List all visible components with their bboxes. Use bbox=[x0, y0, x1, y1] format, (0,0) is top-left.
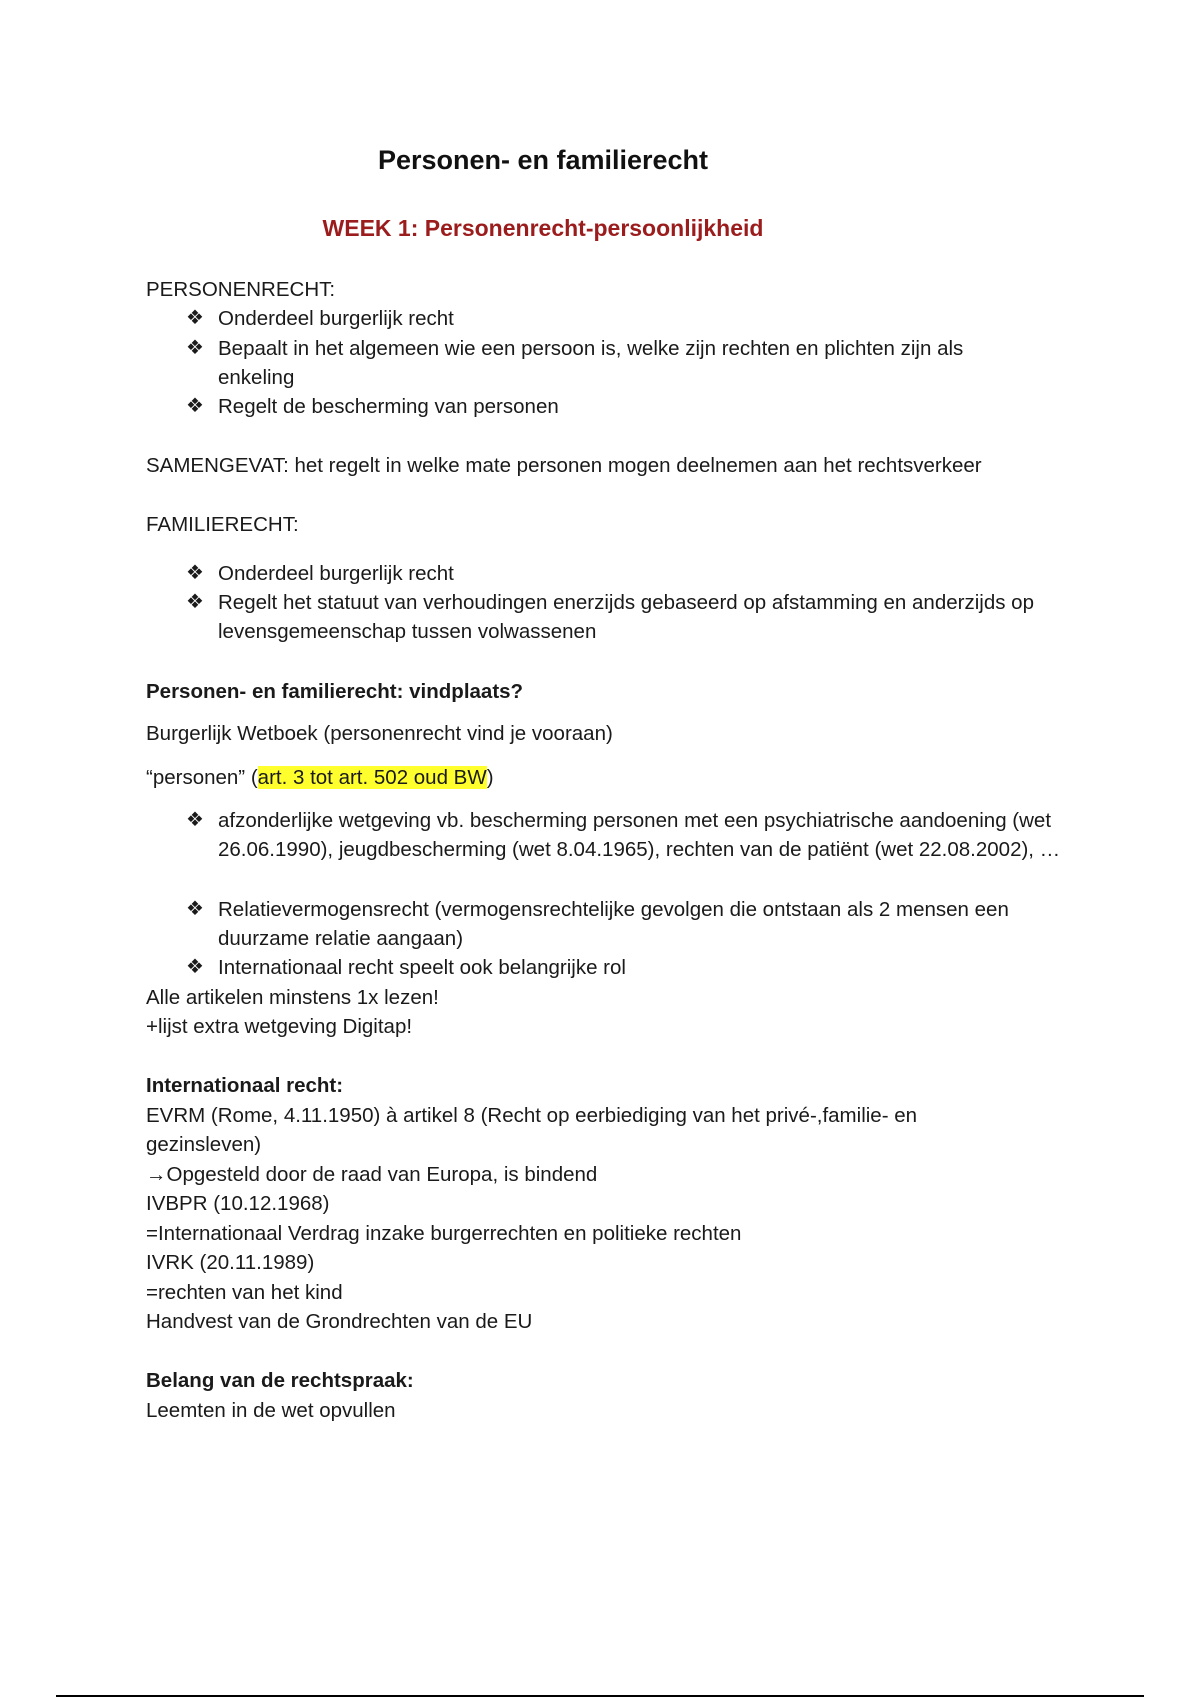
vindplaats-heading: Personen- en familierecht: vindplaats? bbox=[146, 680, 524, 703]
vindplaats-note: +lijst extra wetgeving Digitap! bbox=[146, 1015, 413, 1038]
list-item: Bepaalt in het algemeen wie een persoon is, welke zijn rechten en plichten zijn als enkeling bbox=[218, 337, 964, 389]
list-item: Onderdeel burgerlijk recht bbox=[218, 307, 454, 330]
week-heading: WEEK 1: Personenrecht-persoonlijkheid bbox=[322, 215, 764, 241]
internationaal-line: =rechten van het kind bbox=[146, 1281, 343, 1304]
vindplaats-line: Burgerlijk Wetboek (personenrecht vind je vooraan) bbox=[146, 722, 613, 745]
list-item: Regelt de bescherming van personen bbox=[218, 395, 559, 418]
list-item: Regelt het statuut van verhoudingen enerzijds gebaseerd op afstamming en anderzijds op levensgemeenschap tussen volwassenen bbox=[218, 591, 1034, 643]
diamond-bullet-icon: ❖ bbox=[186, 591, 204, 613]
list-item: Internationaal recht speelt ook belangrijke rol bbox=[218, 956, 626, 979]
internationaal-heading: Internationaal recht: bbox=[146, 1074, 344, 1097]
vindplaats-personen-line bbox=[146, 763, 494, 792]
rechtspraak-line: Leemten in de wet opvullen bbox=[146, 1399, 396, 1422]
internationaal-line: Handvest van de Grondrechten van de EU bbox=[146, 1310, 533, 1333]
internationaal-line: gezinsleven) bbox=[146, 1133, 262, 1156]
list-item: afzonderlijke wetgeving vb. bescherming personen met een psychiatrische aandoening (wet 26.06.1990), jeugdbescherming (wet 8.04.1965), rechten van de patiënt (wet 22.08.2002), … bbox=[218, 809, 1061, 861]
diamond-bullet-icon: ❖ bbox=[186, 809, 204, 831]
page-bottom-rule bbox=[56, 1695, 1144, 1697]
document-title: Personen- en familierecht bbox=[377, 145, 709, 175]
internationaal-line: EVRM (Rome, 4.11.1950) à artikel 8 (Recht op eerbiediging van het privé-,familie- en bbox=[146, 1104, 918, 1127]
rechtspraak-heading: Belang van de rechtspraak: bbox=[146, 1369, 414, 1392]
familierecht-heading: FAMILIERECHT: bbox=[146, 513, 299, 536]
diamond-bullet-icon: ❖ bbox=[186, 562, 204, 584]
diamond-bullet-icon: ❖ bbox=[186, 337, 204, 359]
vindplaats-note: Alle artikelen minstens 1x lezen! bbox=[146, 986, 439, 1009]
diamond-bullet-icon: ❖ bbox=[186, 395, 204, 417]
list-item: Relatievermogensrecht (vermogensrechtelijke gevolgen die ontstaan als 2 mensen een duurzame relatie aangaan) bbox=[218, 898, 1009, 950]
diamond-bullet-icon: ❖ bbox=[186, 898, 204, 920]
internationaal-line: IVBPR (10.12.1968) bbox=[146, 1192, 330, 1215]
diamond-bullet-icon: ❖ bbox=[186, 307, 204, 329]
internationaal-line: IVRK (20.11.1989) bbox=[146, 1251, 315, 1274]
list-item: Onderdeel burgerlijk recht bbox=[218, 562, 454, 585]
internationaal-line: →Opgesteld door de raad van Europa, is bindend bbox=[146, 1163, 598, 1186]
internationaal-line: =Internationaal Verdrag inzake burgerrechten en politieke rechten bbox=[146, 1222, 742, 1245]
highlighted-text: art. 3 tot art. 502 oud BW bbox=[257, 766, 487, 789]
diamond-bullet-icon: ❖ bbox=[186, 956, 204, 978]
personenrecht-heading: PERSONENRECHT: bbox=[146, 278, 336, 301]
personenrecht-summary: SAMENGEVAT: het regelt in welke mate personen mogen deelnemen aan het rechtsverkeer bbox=[146, 454, 982, 477]
text-suffix: ) bbox=[486, 766, 494, 789]
text-prefix: “personen” ( bbox=[146, 766, 258, 789]
